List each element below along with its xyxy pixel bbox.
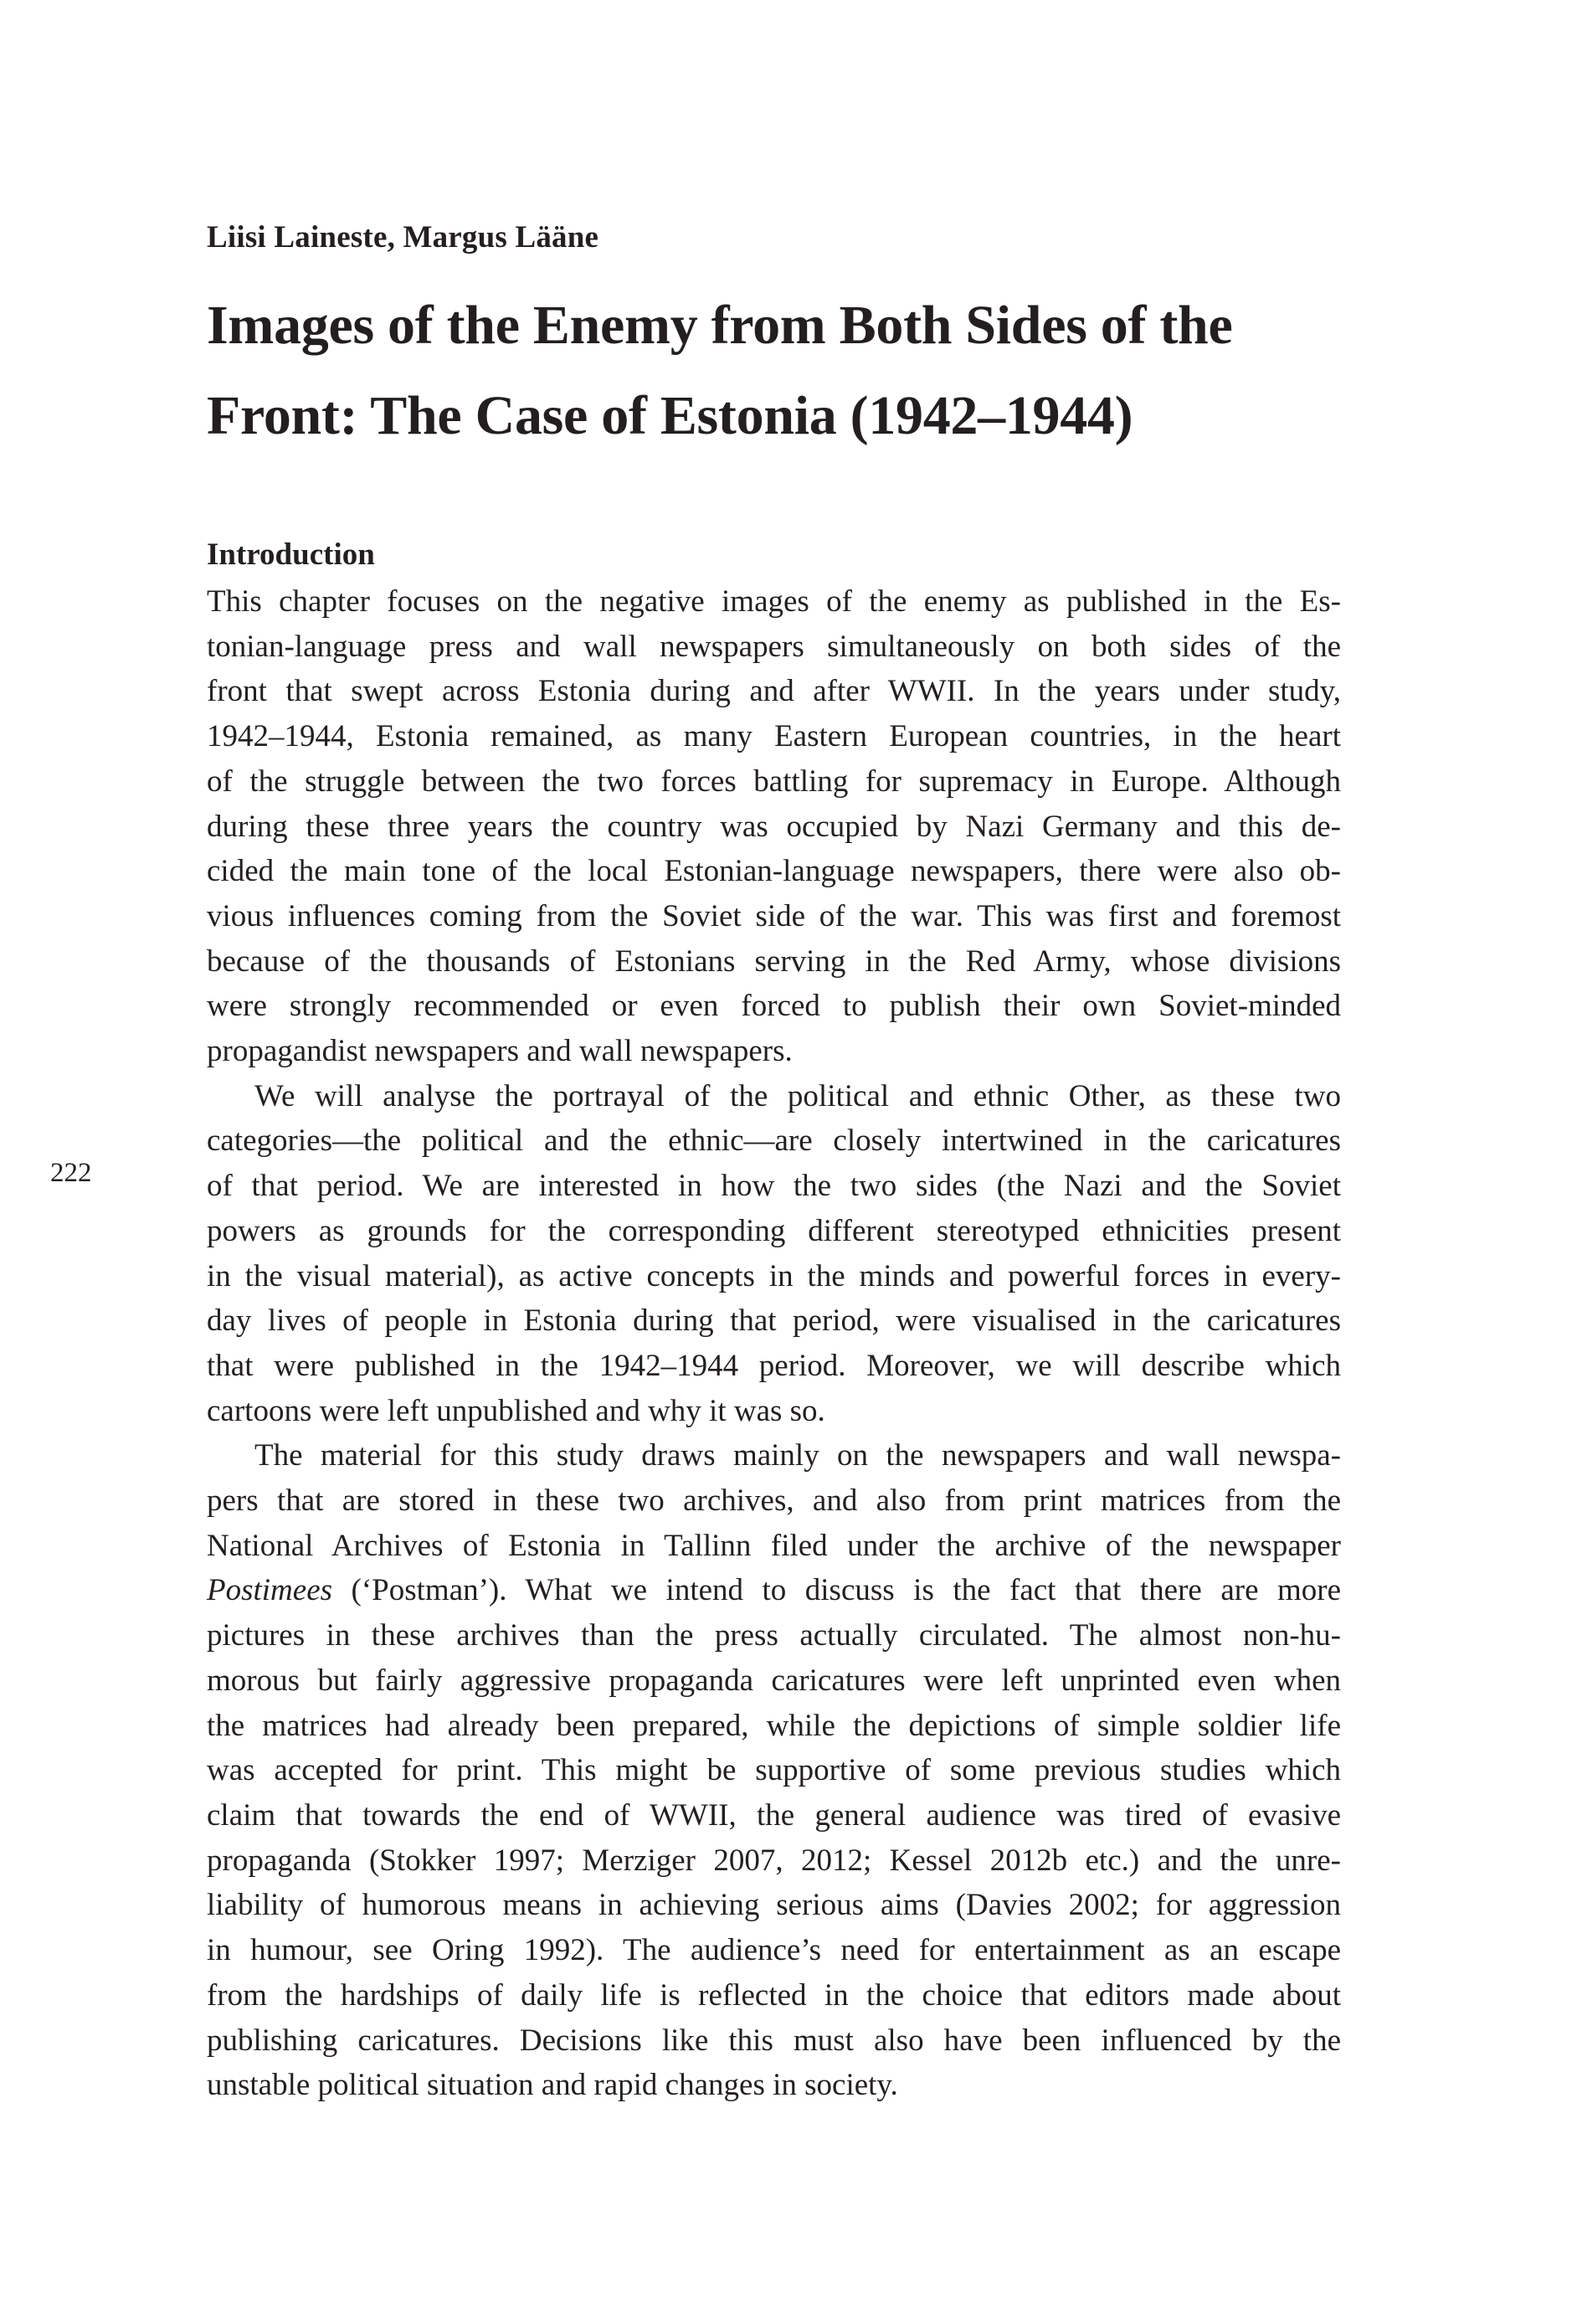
text-line: cided the main tone of the local Estonian-language newspapers, there were also ob- bbox=[207, 854, 1341, 889]
chapter-authors: Liisi Laineste, Margus Lääne bbox=[207, 220, 599, 255]
text-line: cartoons were left unpublished and why it was so. bbox=[207, 1393, 825, 1428]
text-line: morous but fairly aggressive propaganda caricatures were left unprinted even when bbox=[207, 1663, 1341, 1698]
text-line: categories—the political and the ethnic—are closely intertwined in the caricatures bbox=[207, 1123, 1341, 1159]
text-line: powers as grounds for the corresponding different stereotyped ethnicities present bbox=[207, 1213, 1341, 1248]
text-line: in the visual material), as active concepts in the minds and powerful forces in every- bbox=[207, 1258, 1341, 1293]
text-line: of the struggle between the two forces battling for supremacy in Europe. Although bbox=[207, 764, 1341, 799]
text-line: front that swept across Estonia during and after WWII. In the years under study, bbox=[207, 674, 1341, 709]
text-line: propagandist newspapers and wall newspapers. bbox=[207, 1034, 793, 1069]
text-line: The material for this study draws mainly on the newspapers and wall newspa- bbox=[254, 1438, 1341, 1473]
text-line: day lives of people in Estonia during that period, were visualised in the caricatures bbox=[207, 1303, 1341, 1339]
text-line: 1942–1944, Estonia remained, as many Eastern European countries, in the heart bbox=[207, 719, 1341, 754]
body-text bbox=[207, 579, 1341, 2108]
text-line: during these three years the country was occupied by Nazi Germany and this de- bbox=[207, 809, 1341, 844]
text-line: We will analyse the portrayal of the political and ethnic Other, as these two bbox=[254, 1078, 1341, 1113]
text-line: vious influences coming from the Soviet side of the war. This was first and foremost bbox=[207, 898, 1341, 933]
text-line: National Archives of Estonia in Tallinn filed under the archive of the newspaper bbox=[207, 1528, 1341, 1563]
text-line: This chapter focuses on the negative images of the enemy as published in the Es- bbox=[207, 584, 1341, 619]
text-line: the matrices had already been prepared, while the depictions of simple soldier life bbox=[207, 1708, 1341, 1743]
section-heading-introduction: Introduction bbox=[207, 537, 375, 572]
text-fragment: (‘Postman’). What we intend to discuss is the fact that there are more bbox=[332, 1573, 1341, 1608]
newspaper-title: Postimees bbox=[207, 1573, 333, 1608]
chapter-title bbox=[207, 280, 1395, 461]
text-line: was accepted for print. This might be supportive of some previous studies which bbox=[207, 1753, 1341, 1788]
text-line: liability of humorous means in achieving serious aims (Davies 2002; for aggression bbox=[207, 1888, 1341, 1923]
text-line: from the hardships of daily life is reflected in the choice that editors made about bbox=[207, 1977, 1341, 2013]
text-line: were strongly recommended or even forced to publish their own Soviet-minded bbox=[207, 989, 1341, 1024]
paragraph-2 bbox=[207, 1074, 1341, 1434]
text-line: that were published in the 1942–1944 period. Moreover, we will describe which bbox=[207, 1348, 1341, 1383]
text-line: claim that towards the end of WWII, the general audience was tired of evasive bbox=[207, 1797, 1341, 1833]
text-line: of that period. We are interested in how the two sides (the Nazi and the Soviet bbox=[207, 1169, 1341, 1204]
text-line: propaganda (Stokker 1997; Merziger 2007, 2012; Kessel 2012b etc.) and the unre- bbox=[207, 1843, 1341, 1878]
text-line: in humour, see Oring 1992). The audience’s need for entertainment as an escape bbox=[207, 1933, 1341, 1968]
chapter-title-line: Images of the Enemy from Both Sides of the bbox=[207, 295, 1233, 356]
chapter-title-line: Front: The Case of Estonia (1942–1944) bbox=[207, 385, 1133, 446]
text-line: unstable political situation and rapid changes in society. bbox=[207, 2068, 898, 2103]
text-line: pers that are stored in these two archives, and also from print matrices from the bbox=[207, 1483, 1341, 1519]
text-line: because of the thousands of Estonians serving in the Red Army, whose divisions bbox=[207, 943, 1341, 979]
page-number: 222 bbox=[50, 1158, 92, 1188]
paragraph-1 bbox=[207, 579, 1341, 1074]
text-line: tonian-language press and wall newspapers simultaneously on both sides of the bbox=[207, 629, 1341, 664]
text-line: pictures in these archives than the press actually circulated. The almost non-hu- bbox=[207, 1618, 1341, 1653]
text-line bbox=[207, 1568, 1341, 1613]
paragraph-3 bbox=[207, 1433, 1341, 2108]
text-line: publishing caricatures. Decisions like this must also have been influenced by the bbox=[207, 2023, 1341, 2058]
